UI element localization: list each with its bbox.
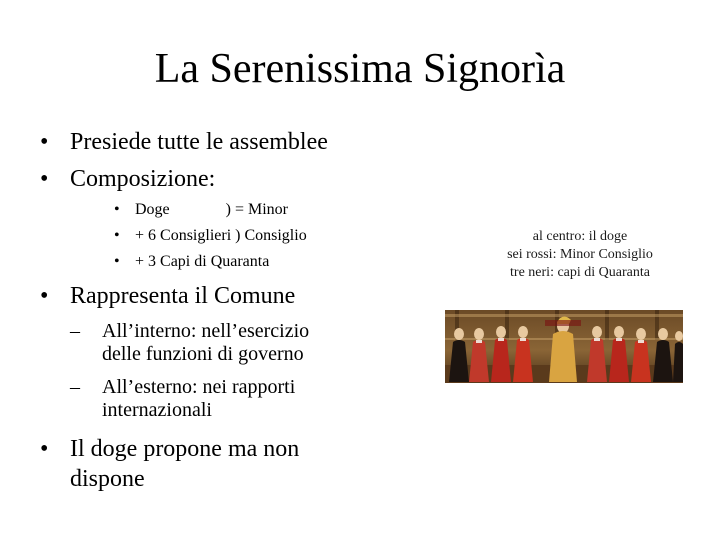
dash-marker: – xyxy=(70,376,80,398)
sub-bullet-line: All’esterno: nei rapporti xyxy=(102,376,296,398)
bullet-text: Composizione: xyxy=(70,166,216,192)
caption-line: al centro: il doge xyxy=(532,229,628,244)
composition-text: + 6 Consiglieri ) Consiglio xyxy=(135,227,307,244)
bullet-marker: • xyxy=(114,253,120,270)
bullet-text: Presiede tutte le assemblee xyxy=(70,129,328,155)
bullet-text: dispone xyxy=(70,466,145,492)
bullet-marker: • xyxy=(114,201,120,218)
bullet-text: Rappresenta il Comune xyxy=(70,283,296,309)
composition-text: + 3 Capi di Quaranta xyxy=(135,253,270,270)
caption-line: sei rossi: Minor Consiglio xyxy=(507,247,653,262)
bullet-marker: • xyxy=(40,283,49,309)
sub-bullet-line: internazionali xyxy=(102,399,212,421)
sub-bullet-line: delle funzioni di governo xyxy=(102,343,304,365)
signoria-painting xyxy=(445,310,683,383)
bullet-marker: • xyxy=(40,166,49,192)
bullet-marker: • xyxy=(40,436,49,462)
signoria-painting-svg xyxy=(445,310,683,383)
image-caption xyxy=(464,228,696,282)
slide-title: La Serenissima Signorìa xyxy=(154,46,566,92)
bullet-marker: • xyxy=(114,227,120,244)
caption-line: tre neri: capi di Quaranta xyxy=(510,265,650,280)
bullet-text: Il doge propone ma non xyxy=(70,436,300,462)
sub-bullet-line: All’interno: nell’esercizio xyxy=(102,320,310,342)
composition-text: Doge ) = Minor xyxy=(135,201,289,218)
dash-marker: – xyxy=(70,320,80,342)
bullet-marker: • xyxy=(40,129,49,155)
